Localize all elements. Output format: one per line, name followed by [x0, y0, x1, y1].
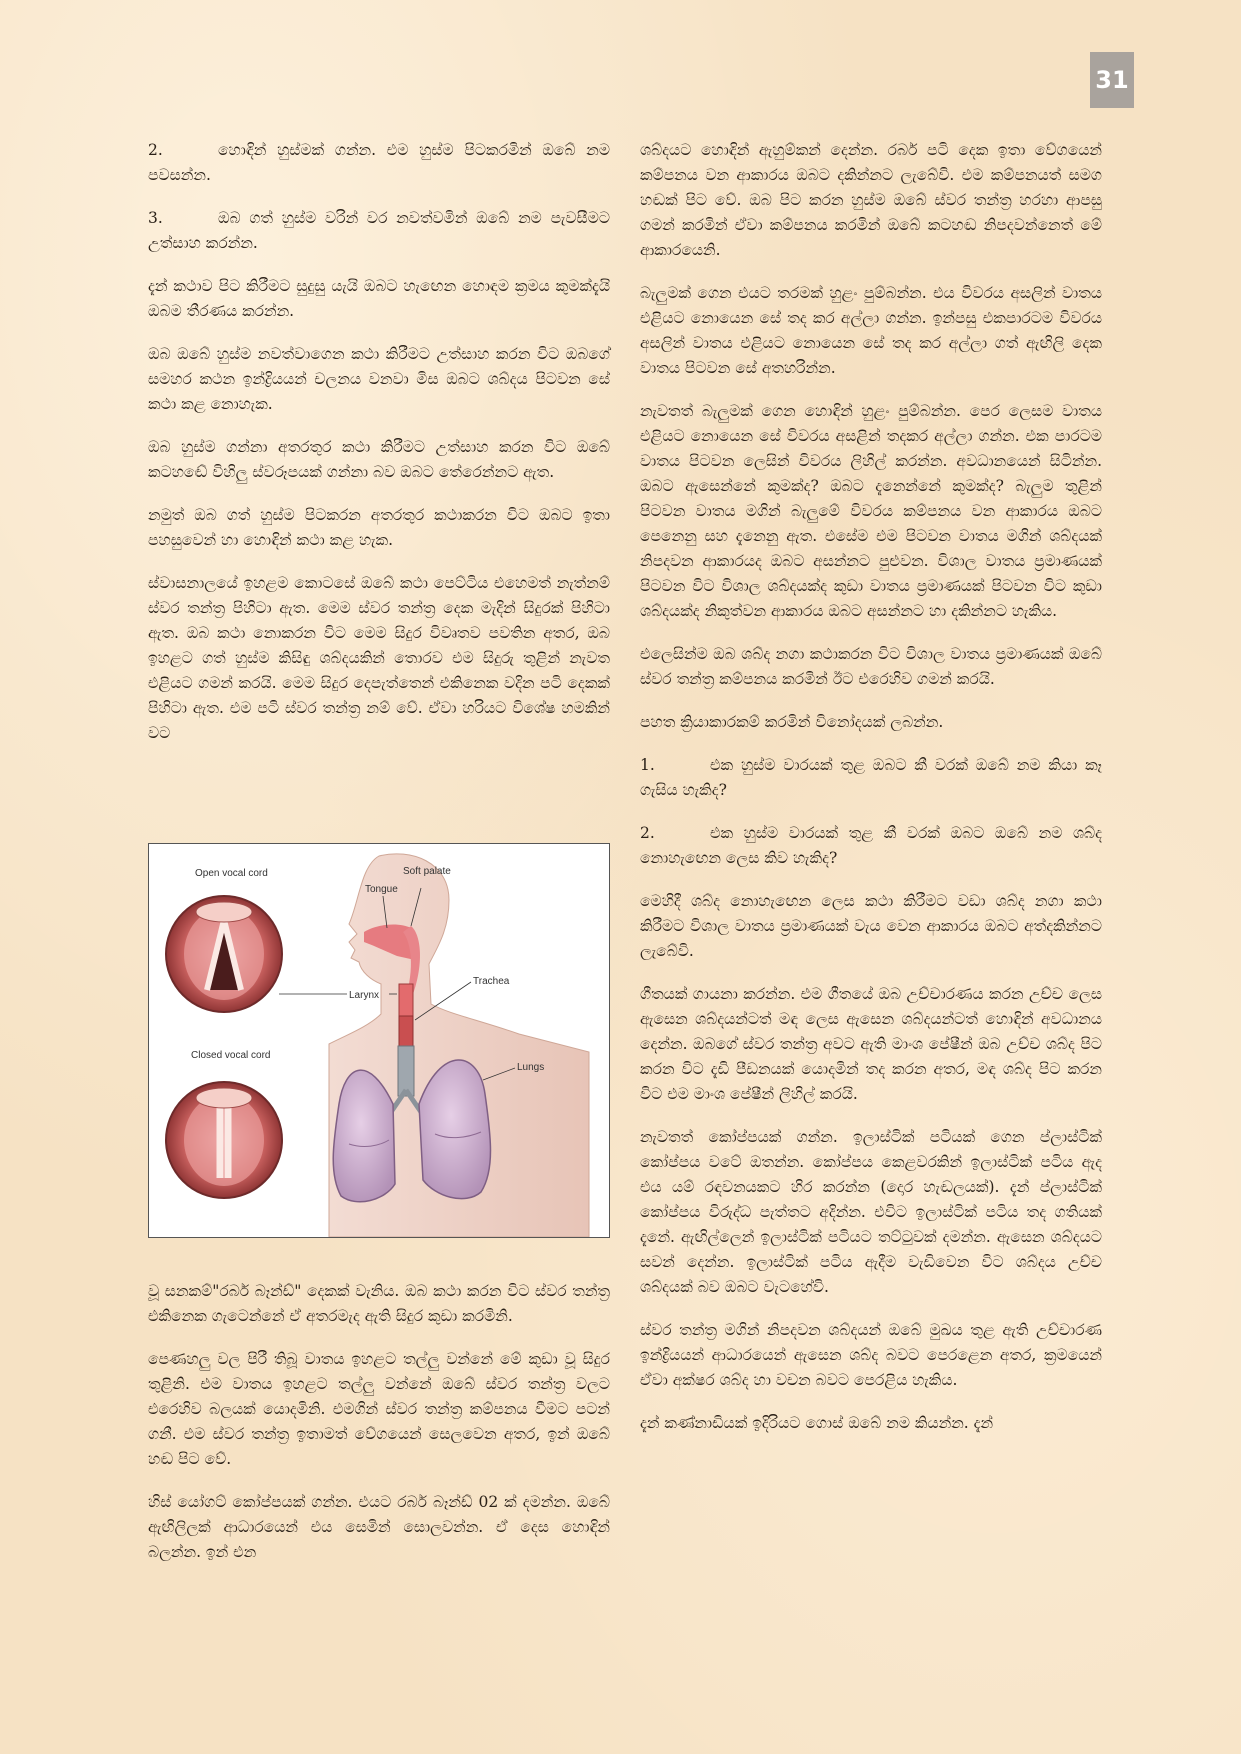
numbered-item: 2. හොඳින් හුස්මක් ගන්න. එම හුස්ම පිටකරමින් ඔබේ නම පවසන්න.	[148, 141, 610, 184]
paragraph: පහත ක්‍රියාකාරකම් කරමින් විනෝදයක් ලබන්න.	[640, 713, 944, 731]
paragraph: ගීතයක් ගායනා කරන්න. එම ගීතයේ ඔබ උච්චාරණය කරන උච්ච ලෙස ඇසෙන ශබ්දයන්ටත් මඳ ලෙස ඇසෙන ශබ්දයන්ටත් හොඳින් අවධානය දෙන්න. ඔබගේ ස්වර තන්ත්‍ර අවට ඇති මාංශ පේෂීන් ඔබ උච්ච ශබ්ද පිට කරන විට දැඩි පීඩනයක් යොදමින් තද කරන අතර, මඳ ශබ්ද පිට කරන විට එම මාංශ පේෂීන් ලිහිල් කරයි.	[640, 985, 1102, 1103]
paragraph: බැලුමක් ගෙන එයට තරමක් හුළං පුම්බන්න. එය විවරය අසලින් වාතය එළියට නොයෙන සේ තද කර අල්ලා ගන්න. ඉන්පසු එකපාරටම විවරය අසලින් වාතය එළියට නොයෙන සේ තද කර අල්ලා ගත් ඇඟිලි දෙක වාතය පිටවන සේ අතහරින්න.	[640, 284, 1102, 377]
left-column-continued	[148, 1279, 610, 1583]
left-column	[148, 138, 610, 764]
paragraph: දැන් කථාව පිට කිරීමට සුදුසු යැයි ඔබට හැඟෙන හොඳම ක්‍රමය කුමක්දැයි ඔබම තීරණය කරන්න.	[148, 277, 610, 320]
trachea-label: Trachea	[473, 976, 510, 987]
paragraph: ස්වර තන්ත්‍ර මගින් නිපදවන ශබ්දයන් ඔබේ මුඛය තුළ ඇති උච්චාරණ ඉන්ද්‍රියයන් ආධාරයෙන් ඇසෙන ශබ්ද බවට පෙරළෙන අතර, ක්‍රමයෙන් ඒවා අක්ෂර ශබ්ද හා වචන බවට පෙරළිය හැකිය.	[640, 1321, 1102, 1389]
paragraph: ඔබ ඔබේ හුස්ම නවත්වාගෙන කථා කිරීමට උත්සාහ කරන විට ඔබගේ සමහර කථන ඉන්ද්‍රියයන් චලනය වනවා මිස ඔබට ශබ්දය පිටවන සේ කථා කළ නොහැක.	[148, 345, 610, 413]
larynx-label: Larynx	[349, 990, 380, 1001]
paragraph: ශබ්දයට හොඳින් ඇහුම්කන් දෙන්න. රබර් පටි දෙක ඉතා වේගයෙන් කම්පනය වන ආකාරය ඔබට දකින්නට ලැබේවි. එම කම්පනයත් සමග හඬක් පිට වේ. ඔබ පිට කරන හුස්ම ඔබේ ස්වර තන්ත්‍ර හරහා ආපසු ගමන් කරමින් ඒවා කම්පනය කරමින් ඔබේ කටහඬ නිපදවන්නෙත් මේ ආකාරයෙනි.	[640, 141, 1102, 259]
anatomy-illustration	[149, 844, 609, 1237]
closed-vocal-cord-image	[166, 1082, 282, 1198]
lungs-label: Lungs	[517, 1062, 545, 1073]
paragraph: වූ සනකම්"රබර් බෑන්ඩ්" දෙකක් වැනිය. ඔබ කථා කරන විට ස්වර තන්ත්‍ර එකිනෙක ගැටෙන්නේ ඒ අතරමැද ඇති සිදුර කුඩා කරමිනි.	[148, 1282, 610, 1325]
paragraph: නැවතත් බැලුමක් ගෙන හොඳින් හුළං පුම්බන්න. පෙර ලෙසම වාතය එළියට නොයෙන සේ විවරය අසළින් තදකර අල්ලා ගන්න. එක පාරටම වාතය පිටවන ලෙසින් විවරය ලිහිල් කරන්න. අවධානයෙන් සිටින්න. ඔබට ඇසෙන්නේ කුමක්ද? ඔබට දැනෙන්නේ කුමක්ද? බැලුම තුළින් පිටවන වාතය මගින් බැලුමේ විවරය කම්පනය වන ආකාරය ඔබට පෙනෙනු සහ දැනෙනු ඇත. එසේම එම පිටවන වාතය මගින් ශබ්දයක් නිපදවන ආකාරයද ඔබට අසන්නට පුළුවන. විශාල වාතය ප්‍රමාණයක් පිටවන විට විශාල ශබ්දයක්ද කුඩා වාතය ප්‍රමාණයක් පිටවන විට කුඩා ශබ්දයක්ද නිකුත්වන ආකාරය ඔබට අසන්නට හා දකින්නට හැකිය.	[640, 402, 1102, 620]
paragraph: නමුත් ඔබ ගත් හුස්ම පිටකරන අතරතුර කථාකරන විට ඔබට ඉතා පහසුවෙන් හා හොඳින් කථා කළ හැක.	[148, 506, 610, 549]
right-column	[640, 138, 1102, 1454]
open-vocal-cord-label: Open vocal cord	[195, 868, 268, 879]
paragraph: එලෙසින්ම ඔබ ශබ්ද නගා කථාකරන විට විශාල වාතය ප්‍රමාණයක් ඔබේ ස්වර තන්ත්‍ර කම්පනය කරමින් ඊට එරෙහිව ගමන් කරයි.	[640, 645, 1102, 688]
open-vocal-cord-image	[166, 896, 282, 1012]
paragraph: පෙණහලු වල පිරී තිබූ වාතය ඉහළට තල්ලු වන්නේ මේ කුඩා වූ සිදුර තුළිනි. එම වාතය ඉහළට තල්ලු වන්නේ ඔබේ ස්වර තන්ත්‍ර වලට එරෙහිව බලයක් යොදමිනි. එමගින් ස්වර තන්ත්‍ර කම්පනය වීමට පටන් ගනී. එම ස්වර තන්ත්‍ර ඉතාමත් වේගයෙන් සෙලවෙන අතර, ඉන් ඔබේ හඬ පිට වේ.	[148, 1350, 610, 1468]
paragraph: ඔබ හුස්ම ගන්නා අතරතුර කථා කිරීමට උත්සාහ කරන විට ඔබේ කටහඬේ විහිලු ස්වරූපයක් ගන්නා බව ඔබට තේරෙන්නට ඇත.	[148, 438, 610, 481]
closed-vocal-cord-label: Closed vocal cord	[191, 1050, 271, 1061]
numbered-item: 3. ඔබ ගත් හුස්ම වරින් වර නවත්වමින් ඔබේ නම පැවසීමට උත්සාහ කරන්න.	[148, 209, 610, 252]
paragraph: හිස් යෝගට් කෝප්පයක් ගන්න. එයට රබර් බෑන්ඩ් 02 ක් දමන්න. ඔබේ ඇඟිලිලක් ආධාරයෙන් එය සෙමින් සොලවන්න. ඒ දෙස හොඳින් බලන්න. ඉන් එන	[148, 1493, 610, 1561]
paragraph: මෙහිදී ශබ්ද නොහැඟෙන ලෙස කථා කිරීමට වඩා ශබ්ද නගා කථා කිරීමට විශාල වාතය ප්‍රමාණයක් වැය වෙන ආකාරය ඔබට අත්දකින්නට ලැබේවි.	[640, 892, 1102, 960]
numbered-item: 1. එක හුස්ම වාරයක් තුළ ඔබට කී වරක් ඔබේ නම කියා කෑ ගැසිය හැකිද?	[640, 756, 1102, 799]
paragraph: දැන් කණ්නාඩියක් ඉදිරියට ගොස් ඔබේ නම කියන්න. දැන්	[640, 1414, 994, 1432]
page-number: 31	[1090, 52, 1134, 108]
numbered-item: 2. එක හුස්ම වාරයක් තුළ කී වරක් ඔබට ඔබේ නම ශබ්ද නොහැඟෙන ලෙස කිව හැකිද?	[640, 824, 1102, 867]
paragraph: නැවතත් කෝප්පයක් ගන්න. ඉලාස්ටික් පටියක් ගෙන ප්ලාස්ටික් කෝප්පය වටේ ඔතන්න. කෝප්පය කෙළවරකින් ඉලාස්ටික් පටිය ඇද එය යම් රඳවනයකට හිර කරන්න (දොර හැඬලයක්). දැන් ප්ලාස්ටික් කෝප්පය විරුද්ධ පැත්තට අදින්න. එවිට ඉලාස්ටික් පටිය තද ගතියක් දැනේ. ඇඟිල්ලෙන් ඉලාස්ටික් පටියට තට්ටුවක් දමන්න. ඇසෙන ශබ්දයට සවන් දෙන්න. ඉලාස්ටික් පටිය ඇදීම වැඩිවෙන විට ශබ්දය උච්ච ශබ්දයක් බව ඔබට වැටහේවි.	[640, 1128, 1102, 1296]
tongue-label: Tongue	[365, 884, 398, 895]
vocal-cord-figure	[148, 843, 610, 1238]
soft-palate-label: Soft palate	[403, 866, 451, 877]
paragraph: ස්වාසනාලයේ ඉහළම කොටසේ ඔබේ කථා පෙට්ටිය එහෙමත් නැත්නම් ස්වර තන්ත්‍ර පිහිටා ඇත. මෙම ස්වර තන්ත්‍ර දෙක මැදින් සිදුරක් පිහිටා ඇත. ඔබ කථා නොකරන විට මෙම සිදුර විවෘතව පවතින අතර, ඔබ ඉහළට ගත් හුස්ම කිසිඳු ශබ්දයකින් තොරව එම සිදුරු තුළින් නැවත එළියට ගමන් කරයි. මෙම සිදුර දෙපැත්තෙන් එකිනෙක වදින පටි දෙකක් පිහිටා ඇත. එම පටි ස්වර තන්ත්‍ර නම් වේ. ඒවා හරියට විශේෂ හමකින් වට	[148, 574, 610, 742]
